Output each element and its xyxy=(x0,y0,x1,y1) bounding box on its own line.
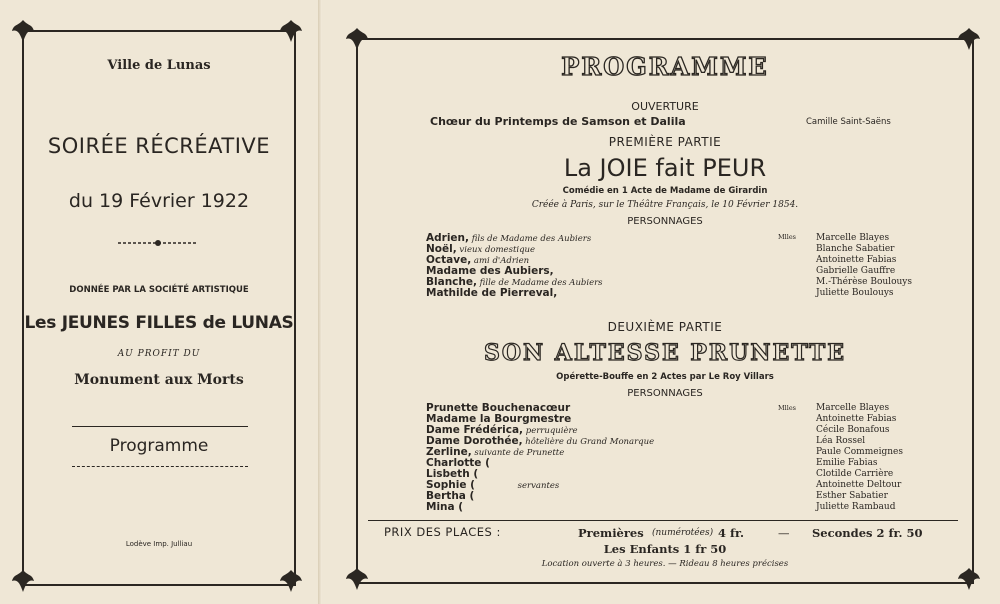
corner-flourish-icon xyxy=(278,18,304,44)
programme-label: Programme xyxy=(109,436,209,456)
role-description: ami d'Adrien xyxy=(471,256,530,266)
divider-ornament-icon xyxy=(118,238,198,248)
role-description: perruquière xyxy=(523,426,578,436)
secondes-price: Secondes 2 fr. 50 xyxy=(812,526,923,540)
prix-label: PRIX DES PLACES : xyxy=(384,525,501,539)
programme-title: PROGRAMME xyxy=(561,52,769,81)
cast-actor: M.-Thérèse Boulouys xyxy=(816,277,912,287)
premieres-price: 4 fr. xyxy=(718,526,744,540)
rule-top xyxy=(72,426,248,427)
cast-actor: Paule Commeignes xyxy=(816,447,903,457)
cast-actor: Blanche Sabatier xyxy=(816,244,895,254)
play2-subtitle: Opérette-Bouffe en 2 Actes par Le Roy Villars xyxy=(556,372,774,382)
cast-role xyxy=(426,288,557,299)
left-border-frame xyxy=(22,30,296,586)
numerotees-label: (numérotées) xyxy=(652,528,714,538)
cast-actor: Cécile Bonafous xyxy=(816,425,890,435)
soiree-date: du 19 Février 1922 xyxy=(68,190,250,212)
role-name: Madame des Aubiers, xyxy=(426,265,554,277)
play1-subtitle: Comédie en 1 Acte de Madame de Girardin xyxy=(562,186,768,196)
donnee-par: DONNÉE PAR LA SOCIÉTÉ ARTISTIQUE xyxy=(69,285,249,295)
corner-flourish-icon xyxy=(10,18,36,44)
cast-actor: Antoinette Fabias xyxy=(816,414,897,424)
role-description: fils de Madame des Aubiers xyxy=(469,234,592,244)
corner-flourish-icon xyxy=(344,566,370,592)
cast-actor: Gabrielle Gauffre xyxy=(816,266,896,276)
corner-flourish-icon xyxy=(956,26,982,52)
cast-actor: Léa Rossel xyxy=(816,436,866,446)
role-name: Dame Dorothée, xyxy=(426,435,523,447)
choeur-line: Chœur du Printemps de Samson et Dalila xyxy=(430,115,686,128)
cast-actor: Antoinette Fabias xyxy=(816,255,897,265)
premieres-label: Premières xyxy=(578,526,644,540)
personnages2-label: PERSONNAGES xyxy=(627,388,703,399)
soiree-title: SOIRÉE RÉCRÉATIVE xyxy=(47,134,271,158)
role-name: Zerline, xyxy=(426,446,472,458)
part2-heading: DEUXIÈME PARTIE xyxy=(607,320,723,334)
price-dash: — xyxy=(778,526,790,540)
societe-name: Les JEUNES FILLES de LUNAS xyxy=(24,313,294,333)
cast-actor: Marcelle Blayes xyxy=(816,233,890,243)
cast-actor: Antoinette Deltour xyxy=(816,480,902,490)
role-description: hôtelière du Grand Monarque xyxy=(522,437,655,447)
printer-credit: Lodève Imp. Julliau xyxy=(125,540,193,548)
cast-actor: Esther Sabatier xyxy=(816,491,888,501)
cast-actor: Emilie Fabias xyxy=(816,458,878,468)
composer-name: Camille Saint-Saëns xyxy=(806,117,891,127)
role-name: Charlotte ( xyxy=(426,457,490,469)
role-name: Octave, xyxy=(426,254,472,266)
role-name: Mina ( xyxy=(426,501,464,513)
au-profit: AU PROFIT DU xyxy=(117,349,201,359)
play1-title: La JOIE fait PEUR xyxy=(563,154,767,182)
personnages1-label: PERSONNAGES xyxy=(627,216,703,227)
role-name: Sophie ( xyxy=(426,479,475,491)
role-name: Bertha ( xyxy=(426,490,475,502)
part1-heading: PREMIÈRE PARTIE xyxy=(608,135,722,149)
corner-flourish-icon xyxy=(10,568,36,594)
ouverture-label: OUVERTURE xyxy=(631,100,699,113)
left-page xyxy=(0,0,318,604)
cast-role xyxy=(426,502,463,513)
role-name: Blanche, xyxy=(426,276,477,288)
enfants-price: Les Enfants 1 fr 50 xyxy=(603,542,727,556)
cast-actor: Clotilde Carrière xyxy=(816,469,894,479)
role-name: Prunette Bouchenacœur xyxy=(426,402,571,414)
role-name: Mathilde de Pierreval, xyxy=(426,287,558,299)
prices-rule xyxy=(368,520,958,521)
role-description: fille de Madame des Aubiers xyxy=(476,278,603,288)
town-name: Ville de Lunas xyxy=(107,58,211,73)
role-name: Noël, xyxy=(426,243,457,255)
rule-bottom xyxy=(72,466,248,467)
play2-title: SON ALTESSE PRUNETTE xyxy=(483,340,847,366)
mlles-prefix-2: Mlles xyxy=(778,404,796,412)
corner-flourish-icon xyxy=(278,568,304,594)
role-name: Lisbeth ( xyxy=(426,468,479,480)
role-description: vieux domestique xyxy=(456,245,536,255)
role-description: suivante de Prunette xyxy=(471,448,565,458)
corner-flourish-icon xyxy=(344,26,370,52)
cast-actor: Marcelle Blayes xyxy=(816,403,890,413)
location-note: Location ouverte à 3 heures. — Rideau 8 heures précises xyxy=(541,559,789,569)
role-name: Adrien, xyxy=(426,232,470,244)
monument-name: Monument aux Morts xyxy=(74,372,244,388)
cast-actor: Juliette Boulouys xyxy=(816,288,894,298)
corner-flourish-icon xyxy=(956,566,982,592)
play1-creation: Créée à Paris, sur le Théâtre Français, le 10 Février 1854. xyxy=(531,200,799,210)
mlles-prefix-1: Mlles xyxy=(778,233,796,241)
cast-actor: Juliette Rambaud xyxy=(816,502,896,512)
role-name: Madame la Bourgmestre xyxy=(426,413,572,425)
role-description: servantes xyxy=(514,481,560,491)
right-page xyxy=(322,0,1000,604)
role-name: Dame Frédérica, xyxy=(426,424,524,436)
